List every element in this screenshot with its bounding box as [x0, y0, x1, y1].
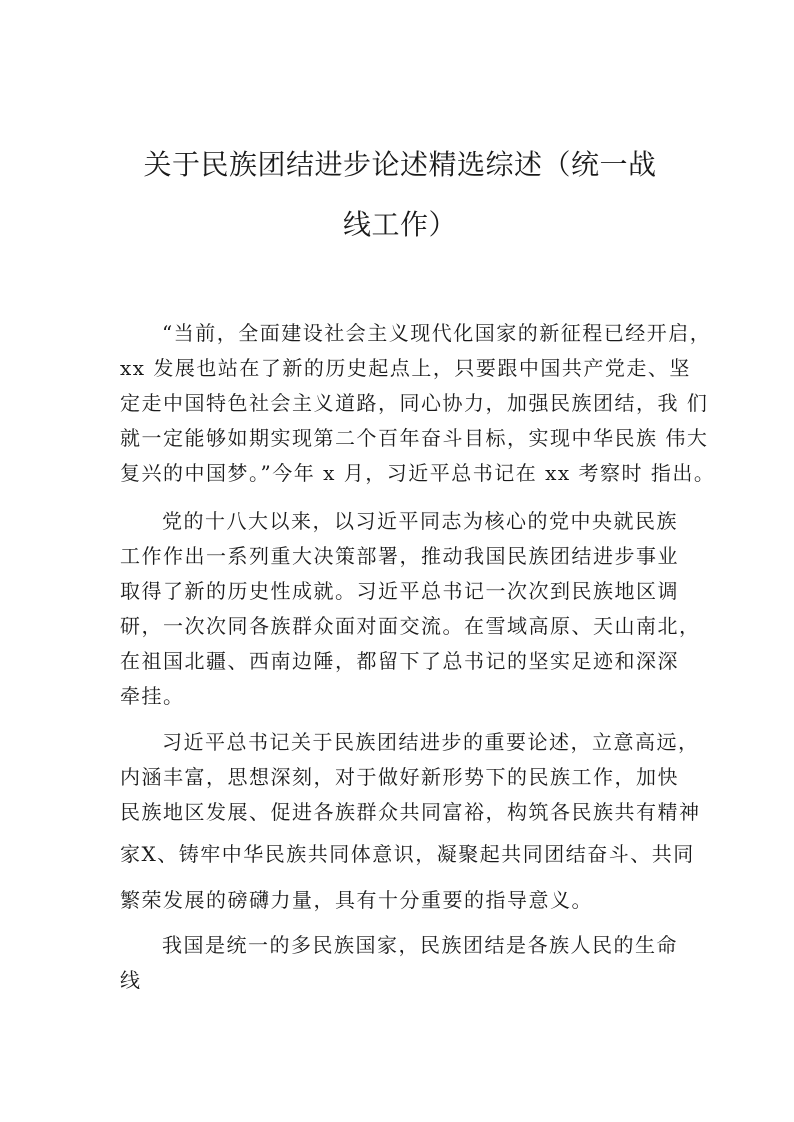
body-line: 民族地区发展、促进各族群众共同富裕，构筑各民族共有精神 [120, 800, 701, 824]
body-line: 内涵丰富，思想深刻，对于做好新形势下的民族工作，加快 [120, 765, 679, 789]
body-line: 繁荣发展的磅礴力量，具有十分重要的指导意义。 [120, 888, 593, 912]
body-line: 复兴的中国梦。”今年 x 月，习近平总书记在 xx 考察时 指出。 [120, 461, 716, 485]
document-title-line-1: 关于民族团结进步论述精选综述（统一战 [143, 148, 657, 181]
document-title-line-2: 线工作） [342, 208, 457, 241]
body-line: 定走中国特色社会主义道路，同心协力，加强民族团结，我 们 [120, 391, 709, 415]
body-line: 我国是统一的多民族国家，民族团结是各族人民的生命 [162, 933, 678, 957]
body-line: 在祖国北疆、西南边陲，都留下了总书记的坚实足迹和深深 [120, 649, 679, 673]
body-line: 牵挂。 [120, 684, 185, 708]
body-line: 线 [120, 968, 142, 992]
body-line: xx 发展也站在了新的历史起点上，只要跟中国共产党走、坚 [120, 356, 691, 380]
body-line: 工作作出一系列重大决策部署，推动我国民族团结进步事业 [120, 544, 679, 568]
body-line: 党的十八大以来，以习近平同志为核心的党中央就民族 [162, 509, 678, 533]
body-line: 习近平总书记关于民族团结进步的重要论述，立意高远， [162, 730, 700, 754]
body-line: 就一定能够如期实现第二个百年奋斗目标，实现中华民族 伟大 [120, 426, 709, 450]
body-line: 家X、铸牢中华民族共同体意识，凝聚起共同团结奋斗、共同 [120, 842, 695, 866]
body-line: “当前，全面建设社会主义现代化国家的新征程已经开启， [162, 321, 712, 345]
body-line: 取得了新的历史性成就。习近平总书记一次次到民族地区调 [120, 579, 679, 603]
body-line: 研，一次次同各族群众面对面交流。在雪域高原、天山南北， [120, 614, 701, 638]
